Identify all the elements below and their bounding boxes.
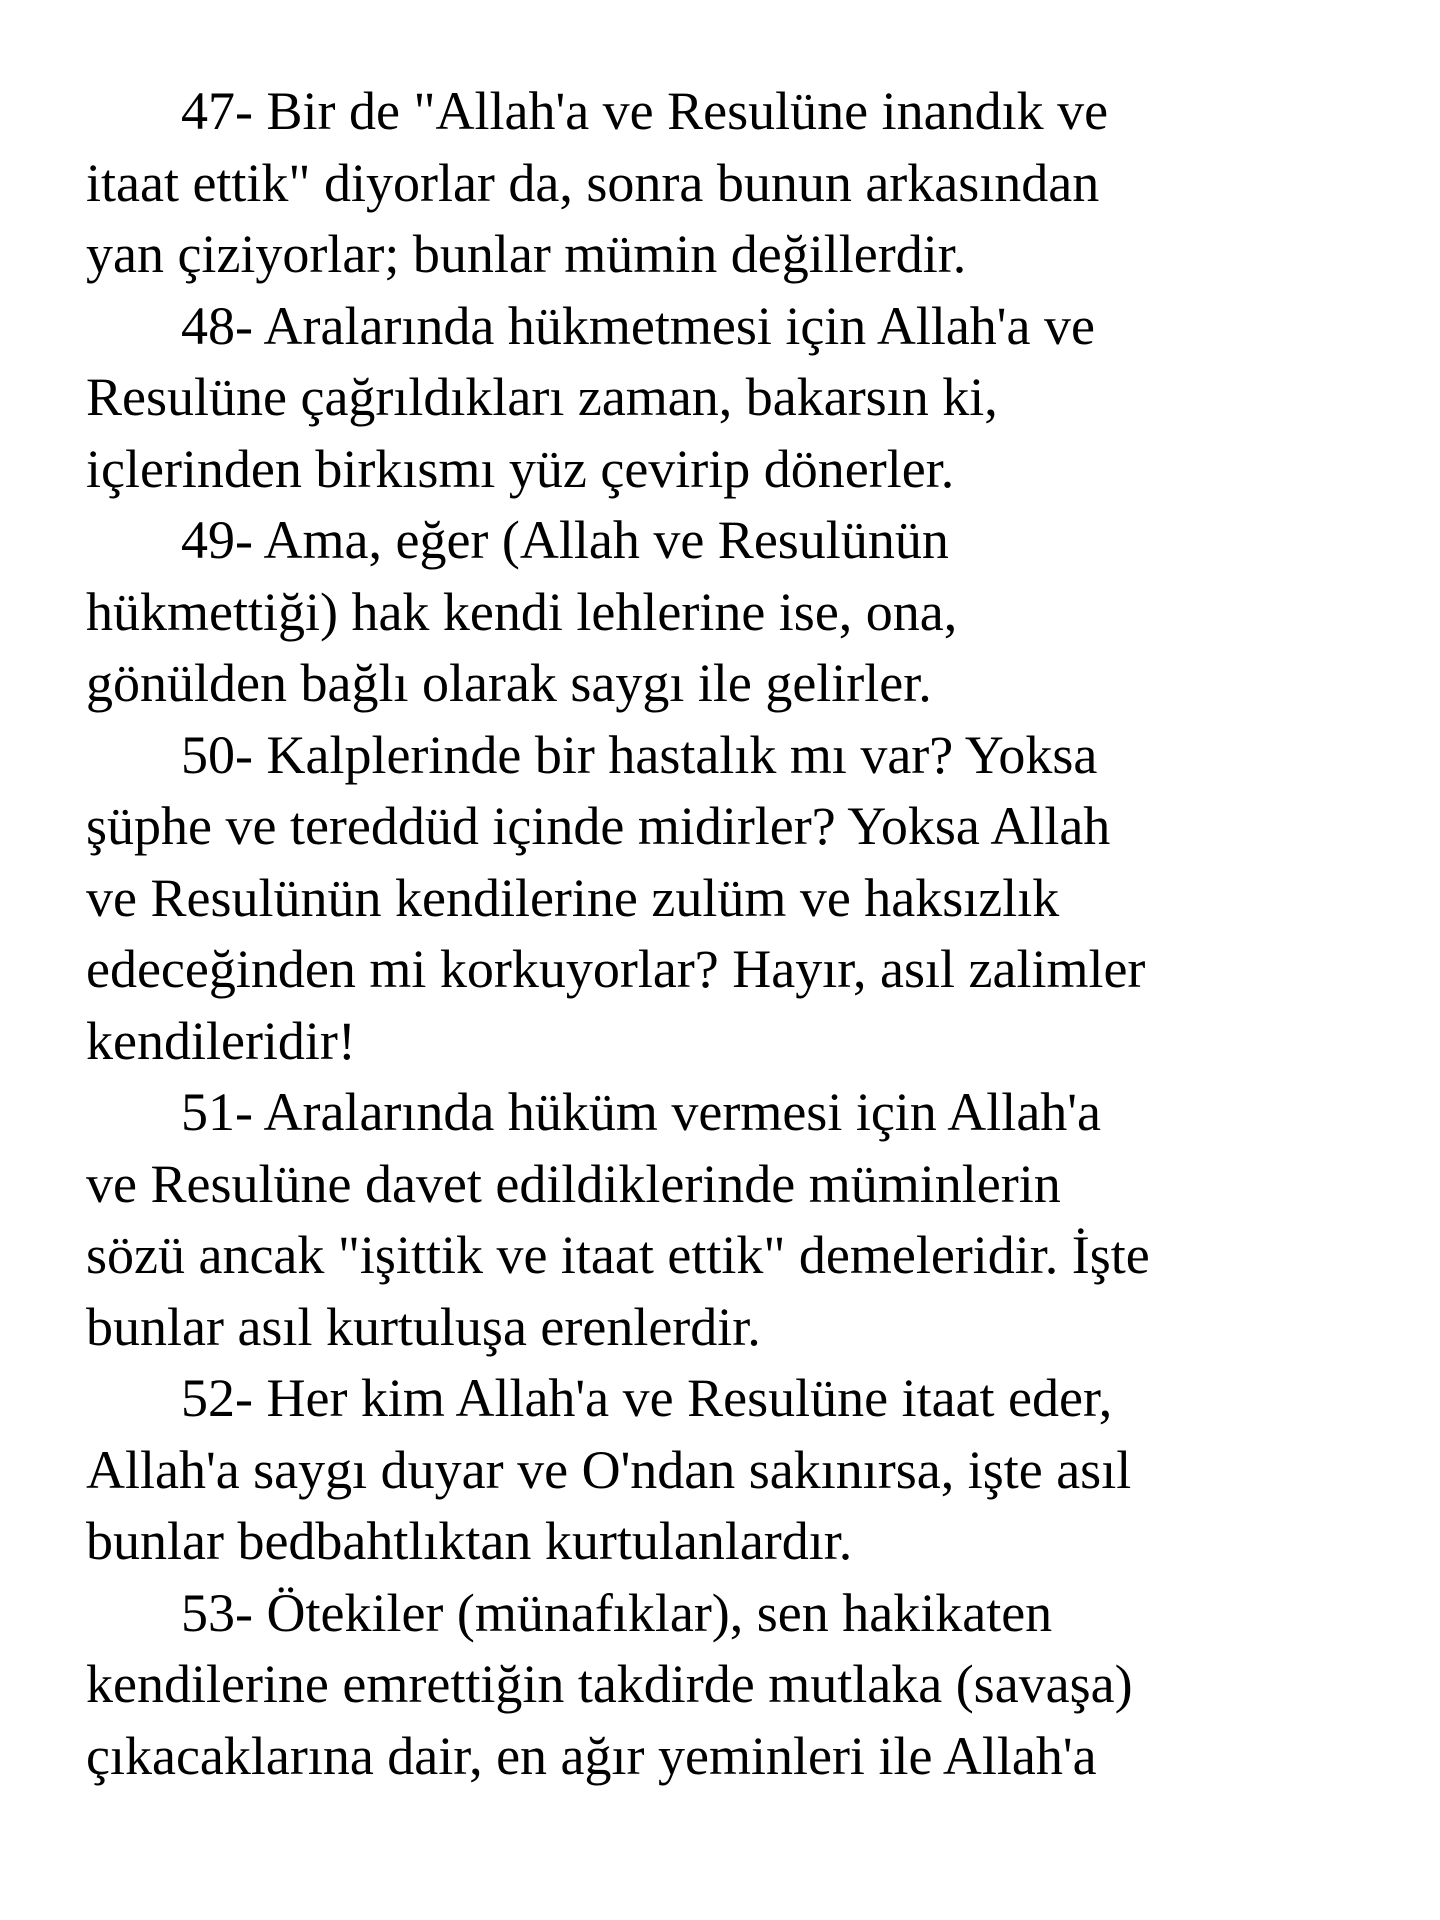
verse-48 <box>86 291 1406 506</box>
text-line: içlerinden birkısmı yüz çevirip dönerler. <box>86 438 955 499</box>
text-line: 52- Her kim Allah'a ve Resulüne itaat eder, <box>181 1368 1113 1428</box>
text-line: sözü ancak "işittik ve itaat ettik" demeleridir. İşte <box>86 1225 1150 1285</box>
text-line: 47- Bir de "Allah'a ve Resulüne inandık ve <box>181 81 1109 141</box>
verse-53 <box>86 1578 1406 1793</box>
text-line: 53- Ötekiler (münafıklar), sen hakikaten <box>181 1582 1053 1643</box>
text-line: itaat ettik" diyorlar da, sonra bunun arkasından <box>86 152 1100 213</box>
text-line: Allah'a saygı duyar ve O'ndan sakınırsa, işte asıl <box>86 1439 1132 1500</box>
verse-51 <box>86 1077 1406 1363</box>
text-line: ve Resulünün kendilerine zulüm ve haksızlık <box>86 867 1060 928</box>
text-line: kendileridir! <box>86 1010 356 1071</box>
text-line: 51- Aralarında hüküm vermesi için Allah'a <box>181 1082 1101 1142</box>
text-line: gönülden bağlı olarak saygı ile gelirler. <box>86 653 932 713</box>
verse-47 <box>86 76 1406 291</box>
text-line: çıkacaklarına dair, en ağır yeminleri ile Allah'a <box>86 1725 1097 1786</box>
text-line: şüphe ve tereddüd içinde midirler? Yoksa Allah <box>86 796 1111 856</box>
text-line: kendilerine emrettiğin takdirde mutlaka (savaşa) <box>86 1654 1133 1714</box>
text-line: yan çiziyorlar; bunlar mümin değillerdir. <box>86 224 967 284</box>
text-line: Resulüne çağrıldıkları zaman, bakarsın ki, <box>86 367 998 427</box>
text-line: ve Resulüne davet edildiklerinde müminlerin <box>86 1153 1061 1214</box>
text-line: hükmettiği) hak kendi lehlerine ise, ona, <box>86 581 958 642</box>
text-line: bunlar bedbahtlıktan kurtulanlardır. <box>86 1511 853 1571</box>
text-line: bunlar asıl kurtuluşa erenlerdir. <box>86 1296 761 1357</box>
text-line: 48- Aralarında hükmetmesi için Allah'a ve <box>181 295 1095 356</box>
text-line: edeceğinden mi korkuyorlar? Hayır, asıl zalimler <box>86 939 1146 999</box>
verse-49 <box>86 505 1406 720</box>
text-line: 49- Ama, eğer (Allah ve Resulünün <box>181 510 949 570</box>
document-page <box>86 76 1406 1856</box>
text-line: 50- Kalplerinde bir hastalık mı var? Yoksa <box>181 724 1098 785</box>
verse-50 <box>86 720 1406 1078</box>
verse-52 <box>86 1363 1406 1578</box>
